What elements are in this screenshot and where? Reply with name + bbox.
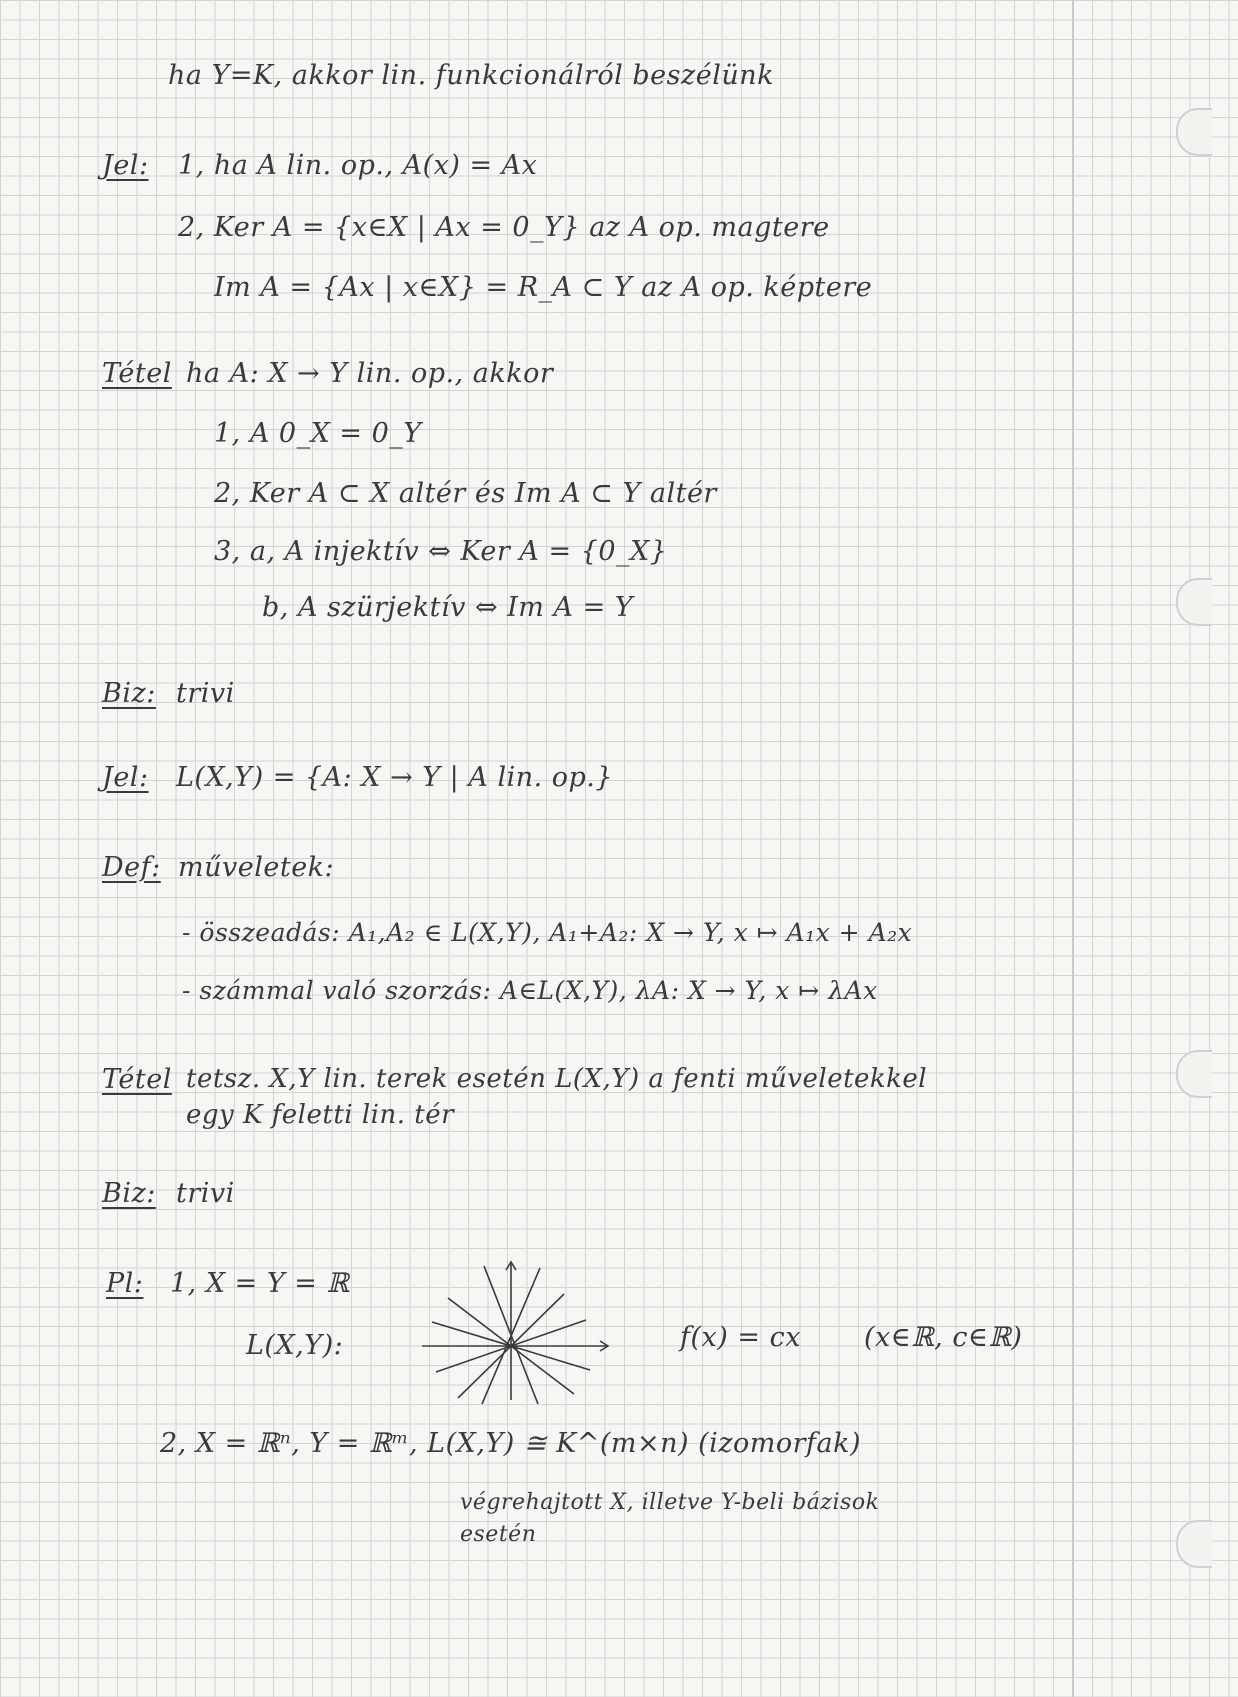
biz2-text: trivi <box>176 1178 235 1209</box>
jel1-label: Jel: <box>102 150 149 181</box>
jel1-item1: 1, ha A lin. op., A(x) = Ax <box>178 150 538 181</box>
punch-hole <box>1176 1050 1212 1098</box>
pl-label: Pl: <box>106 1268 144 1299</box>
pl-item1-cond: (x∈ℝ, c∈ℝ) <box>864 1322 1023 1353</box>
def-item2: - számmal való szorzás: A∈L(X,Y), λA: X → Y, x ↦ λAx <box>182 976 878 1005</box>
margin-line <box>1072 0 1074 1697</box>
pl-item1: 1, X = Y = ℝ <box>170 1268 350 1299</box>
punch-hole <box>1176 108 1212 156</box>
tetel1-label: Tétel <box>102 358 172 389</box>
punch-hole <box>1176 578 1212 626</box>
jel1-item2: 2, Ker A = {x∈X | Ax = 0_Y} az A op. magtere <box>178 212 830 243</box>
def-item1: - összeadás: A₁,A₂ ∈ L(X,Y), A₁+A₂: X → Y, x ↦ A₁x + A₂x <box>182 918 913 947</box>
tetel1-item3b: b, A szürjektív ⇔ Im A = Y <box>262 592 634 623</box>
tetel1-item1: 1, A 0_X = 0_Y <box>214 418 422 449</box>
jel2-label: Jel: <box>102 762 149 793</box>
jel1-item3: Im A = {Ax | x∈X} = R_A ⊂ Y az A op. képtere <box>214 272 873 303</box>
tetel1-item3a: 3, a, A injektív ⇔ Ker A = {0_X} <box>214 536 668 567</box>
tetel2-label: Tétel <box>102 1064 172 1095</box>
biz1-label: Biz: <box>102 678 156 709</box>
pl-item1-L: L(X,Y): <box>246 1330 344 1361</box>
biz1-text: trivi <box>176 678 235 709</box>
tetel2-text2: egy K feletti lin. tér <box>186 1100 455 1130</box>
punch-hole <box>1176 1520 1212 1568</box>
tetel1-item2: 2, Ker A ⊂ X altér és Im A ⊂ Y altér <box>214 478 717 509</box>
pl-item2-note2: esetén <box>460 1522 537 1547</box>
tetel1-head: ha A: X → Y lin. op., akkor <box>186 358 554 389</box>
def-text: műveletek: <box>178 852 335 883</box>
biz2-label: Biz: <box>102 1178 156 1209</box>
intro-line: ha Y=K, akkor lin. funkcionálról beszélünk <box>168 60 774 91</box>
jel2-text: L(X,Y) = {A: X → Y | A lin. op.} <box>176 762 614 793</box>
pl-item2-note1: végrehajtott X, illetve Y-beli bázisok <box>460 1490 880 1515</box>
pl-item1-f: f(x) = cx <box>680 1322 801 1353</box>
def-label: Def: <box>102 852 161 883</box>
tetel2-text: tetsz. X,Y lin. terek esetén L(X,Y) a fenti műveletekkel <box>186 1064 928 1094</box>
lines-through-origin-sketch <box>418 1258 614 1408</box>
pl-item2: 2, X = ℝⁿ, Y = ℝᵐ, L(X,Y) ≅ K^(m×n) (izomorfak) <box>160 1428 862 1459</box>
